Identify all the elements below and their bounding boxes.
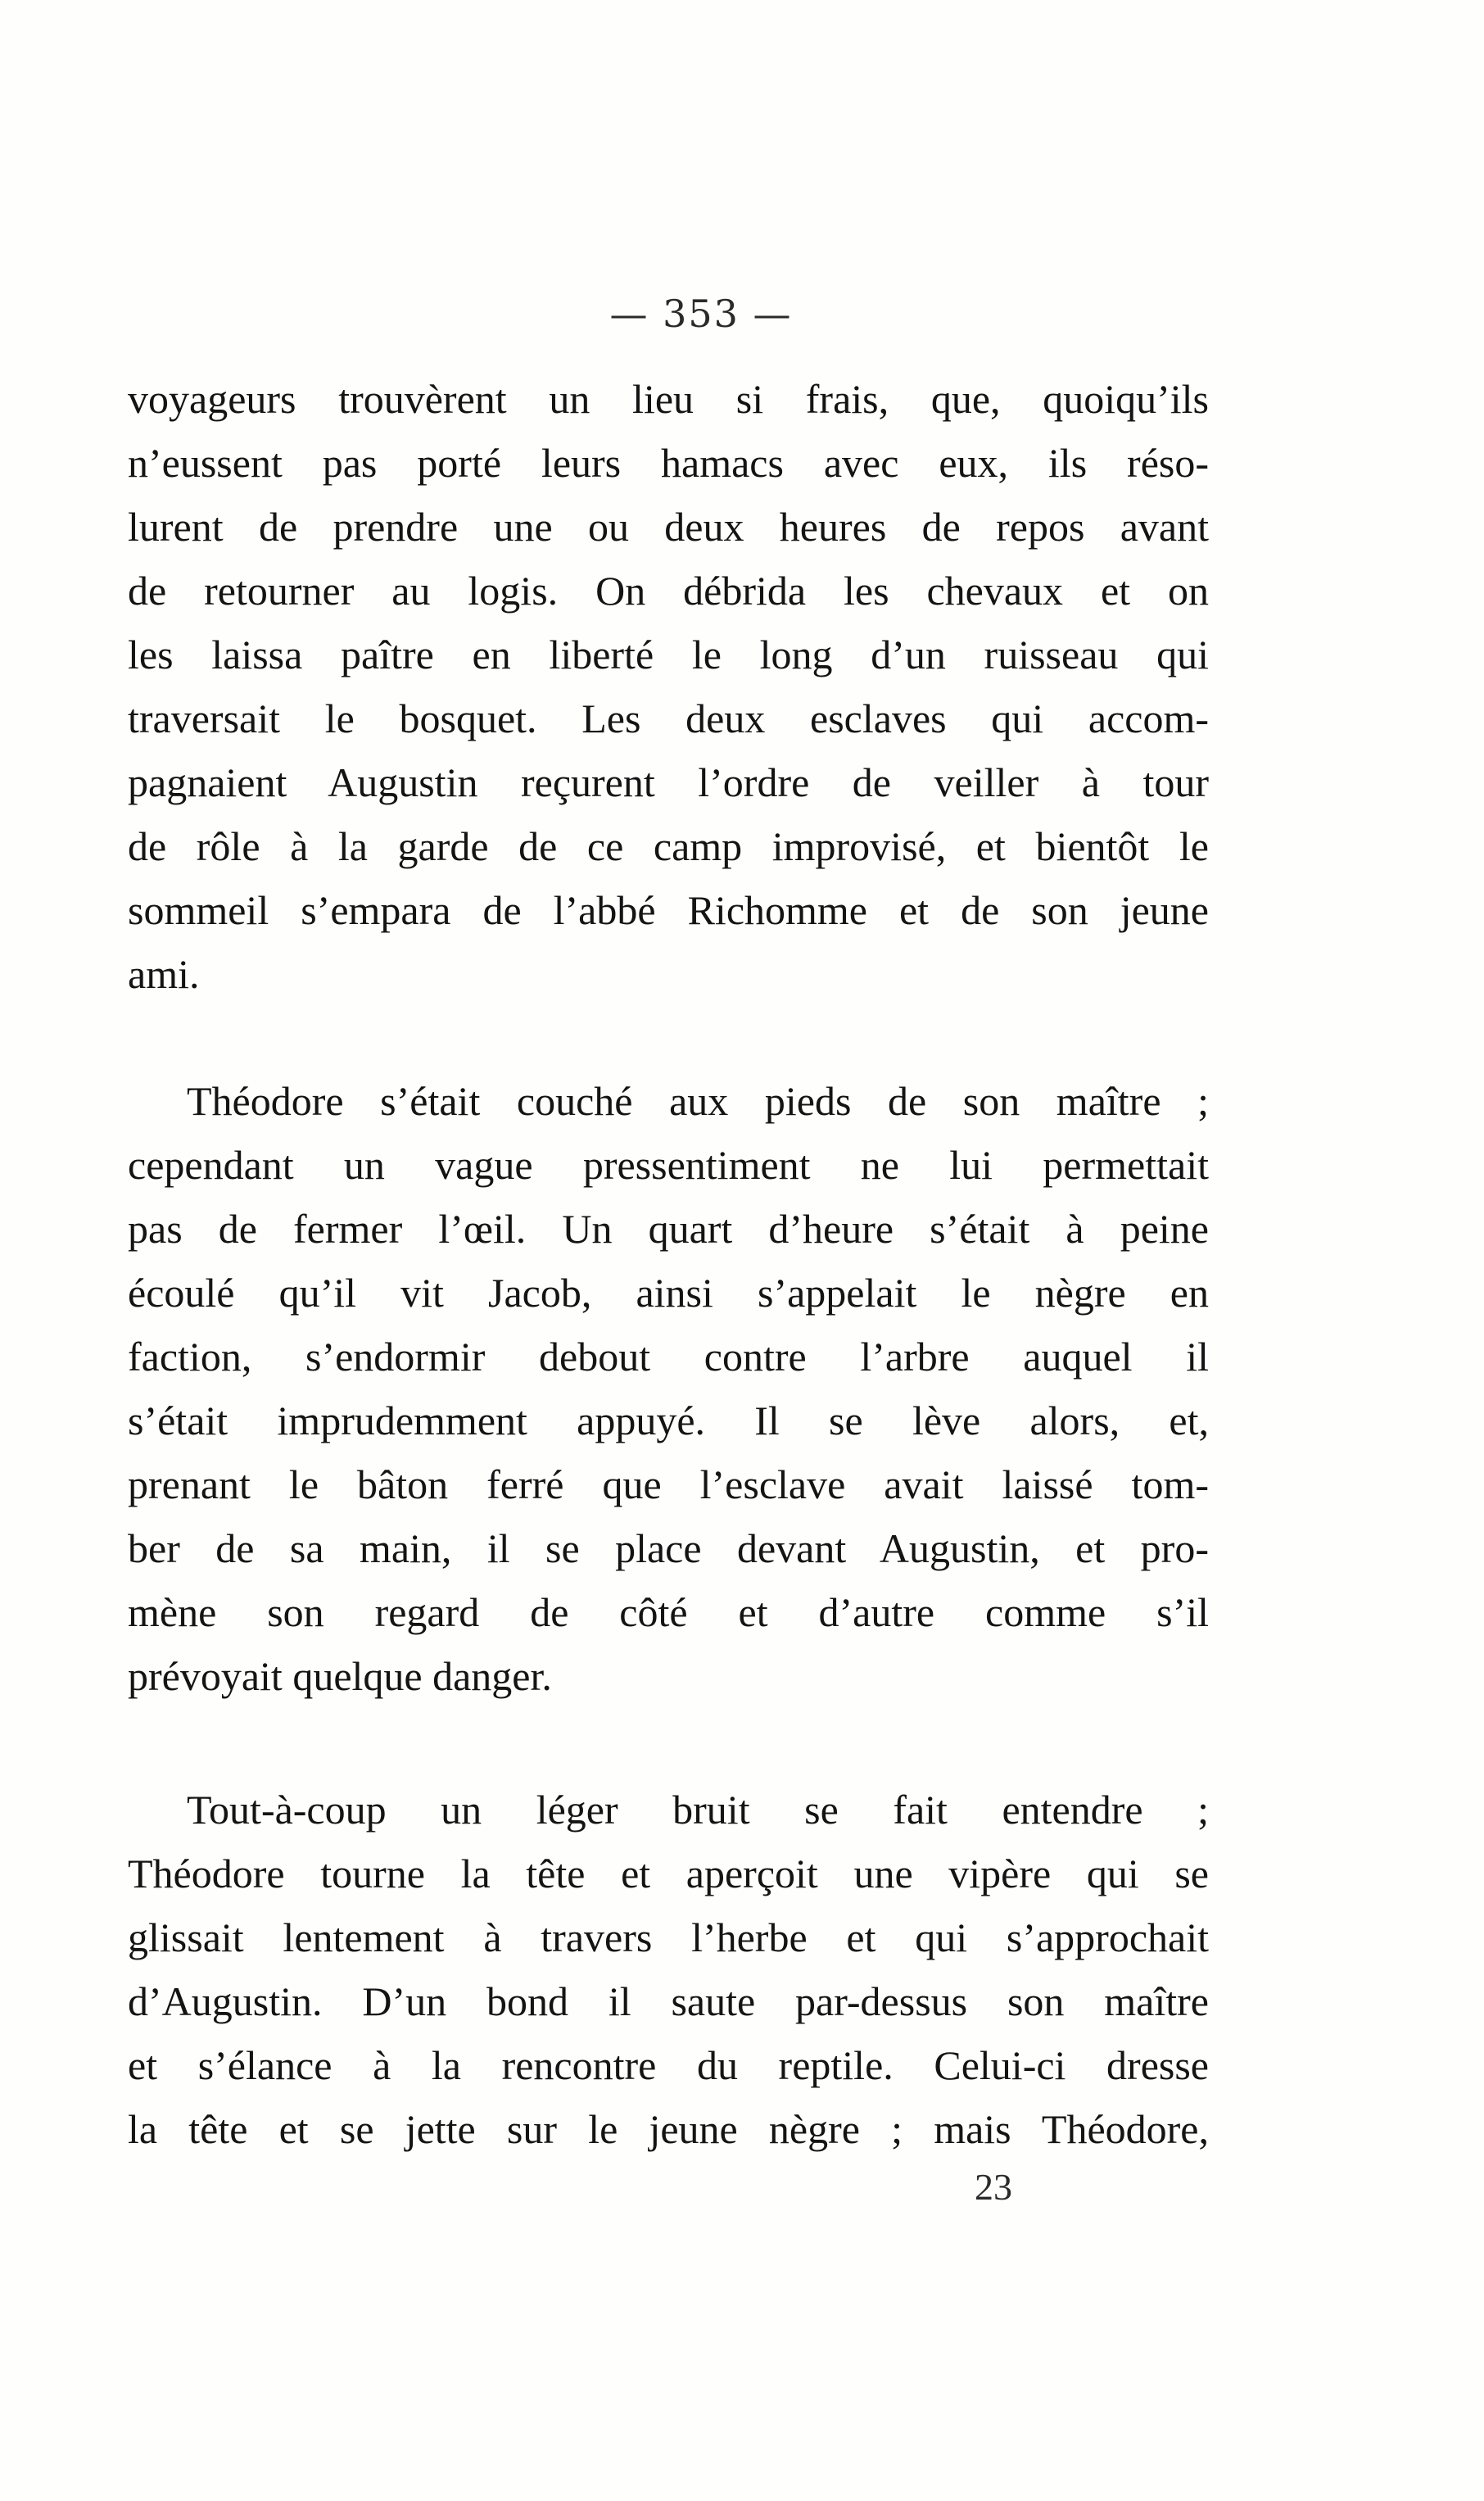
paragraph-3 <box>128 1778 1209 2161</box>
text-line: traversait le bosquet. Les deux esclaves qui accom- <box>128 695 1209 741</box>
page-number: — 353 — <box>609 292 793 336</box>
text-line: ber de sa main, il se place devant Augustin, et pro- <box>128 1525 1209 1571</box>
text-line: voyageurs trouvèrent un lieu si frais, que, quoiqu’ils <box>128 376 1209 422</box>
signature-mark: 23 <box>975 2166 1012 2208</box>
text-line: la tête et se jette sur le jeune nègre ; mais Théodore, <box>128 2106 1209 2152</box>
text-line: d’Augustin. D’un bond il saute par-dessus son maître <box>128 1978 1209 2024</box>
text-line: ami. <box>128 951 200 997</box>
text-line: prenant le bâton ferré que l’esclave avait laissé tom- <box>128 1461 1209 1507</box>
text-line: mène son regard de côté et d’autre comme s’il <box>128 1589 1209 1635</box>
text-line: de retourner au logis. On débrida les chevaux et on <box>128 568 1209 614</box>
text-line: pas de fermer l’œil. Un quart d’heure s’était à peine <box>128 1206 1209 1252</box>
text-line: s’était imprudemment appuyé. Il se lève alors, et, <box>128 1398 1209 1443</box>
text-line: prévoyait quelque danger. <box>128 1653 552 1699</box>
text-line: de rôle à la garde de ce camp improvisé, et bientôt le <box>128 823 1209 869</box>
text-line: glissait lentement à travers l’herbe et qui s’approchait <box>128 1914 1209 1960</box>
text-line: pagnaient Augustin reçurent l’ordre de veiller à tour <box>128 759 1209 805</box>
paragraph-1 <box>128 367 1209 1006</box>
text-line: Théodore tourne la tête et aperçoit une vipère qui se <box>128 1851 1209 1896</box>
text-line: sommeil s’empara de l’abbé Richomme et de son jeune <box>128 887 1209 933</box>
paragraph-2 <box>128 1069 1209 1708</box>
text-line: cependant un vague pressentiment ne lui permettait <box>128 1142 1209 1188</box>
text-line: écoulé qu’il vit Jacob, ainsi s’appelait le nègre en <box>128 1270 1209 1316</box>
text-line: n’eussent pas porté leurs hamacs avec eux, ils réso- <box>128 440 1209 486</box>
text-line: Tout-à-coup un léger bruit se fait entendre ; <box>187 1787 1209 1833</box>
text-line: faction, s’endormir debout contre l’arbre auquel il <box>128 1334 1209 1380</box>
text-line: lurent de prendre une ou deux heures de repos avant <box>128 504 1209 550</box>
text-line: Théodore s’était couché aux pieds de son maître ; <box>187 1078 1209 1124</box>
text-line: et s’élance à la rencontre du reptile. Celui-ci dresse <box>128 2042 1209 2088</box>
text-line: les laissa paître en liberté le long d’un ruisseau qui <box>128 632 1209 677</box>
